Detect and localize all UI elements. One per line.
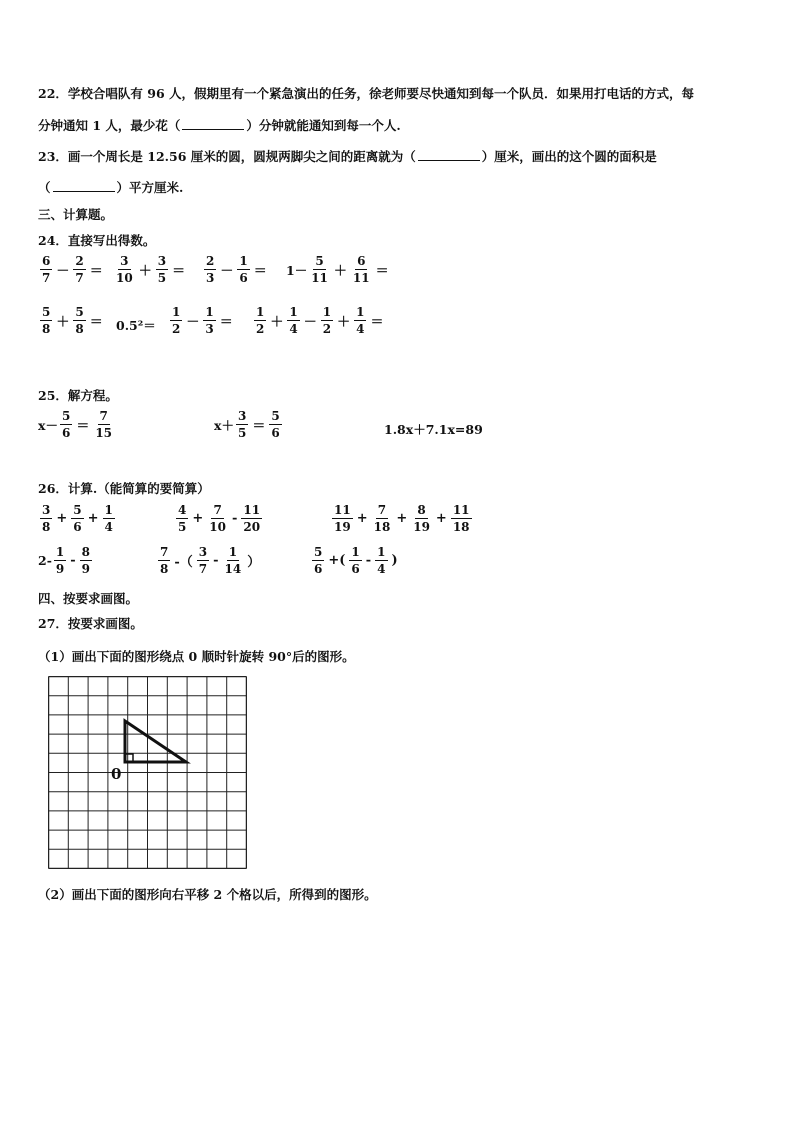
operator: － [303,315,317,330]
numerator: 5 [42,305,51,319]
operator: - [231,511,238,526]
q22-line1: 22．学校合唱队有 96 人，假期里有一个紧急演出的任务，徐老师要尽快通知到每一个队员．如果用打电话的方式，每 [38,86,694,101]
fraction [60,410,72,439]
operator: +( [328,553,346,568]
q22-line2 [38,116,401,134]
denominator: 11 [352,271,370,285]
q23-line2 [38,178,183,196]
fraction [269,410,281,439]
operator: ＝ [219,315,233,330]
fraction [73,306,85,335]
expression-text: 1－ [286,262,308,278]
q23-line1 [38,147,657,165]
denominator: 15 [95,426,113,440]
operator: - [213,553,219,568]
denominator: 19 [334,520,351,534]
operator: ＋ [270,315,284,330]
numerator: 1 [239,254,248,268]
operator: - [70,553,76,568]
numerator: 8 [81,545,91,559]
fraction [372,504,393,533]
operator: ＝ [76,419,90,434]
expression-text: 0.5²＝ [116,318,156,333]
denominator: 6 [73,520,82,534]
q24-expr [286,255,391,284]
denominator: 19 [413,520,430,534]
operator: ) [391,553,398,568]
denominator: 2 [322,322,332,336]
q24-expr [202,255,269,284]
denominator: 2 [172,322,181,336]
q26-expr [330,504,474,533]
expression-text: 2- [38,553,52,568]
numerator: 3 [198,545,208,559]
numerator: 2 [75,254,84,268]
denominator: 6 [61,426,71,440]
numerator: 1 [377,545,386,559]
numerator: 1 [356,305,365,319]
numerator: 11 [452,503,470,517]
numerator: 7 [213,503,222,517]
numerator: 7 [160,545,169,559]
q24-expr [112,255,187,284]
operator: + [356,511,368,526]
numerator: 1 [172,305,181,319]
denominator: 6 [239,271,248,285]
numerator: 1 [351,545,360,559]
fraction [411,504,432,533]
numerator: 5 [73,503,82,517]
numerator: 1 [55,545,65,559]
q24-expr [38,306,105,335]
fraction [321,306,333,335]
operator: + [396,511,408,526]
numerator: 6 [357,254,366,268]
numerator: 7 [99,409,108,423]
expression-text: x＋ [214,417,234,433]
q26-expr [156,546,262,575]
denominator: 6 [314,562,323,576]
fraction [114,255,135,284]
drawing-grid[interactable] [48,676,247,869]
q22-answer-blank[interactable] [182,117,244,130]
denominator: 5 [237,426,247,440]
operator: - [365,553,372,568]
denominator: 8 [75,322,84,336]
denominator: 10 [116,271,133,285]
denominator: 4 [377,562,386,576]
fraction [40,255,52,284]
q27-title: 27．按要求画图。 [38,616,143,631]
fraction [103,504,115,533]
fraction [351,255,372,284]
denominator: 5 [157,271,167,285]
operator: ＝ [89,315,103,330]
numerator: 6 [42,254,51,268]
q23-area-blank[interactable] [53,179,115,192]
operator: + [435,511,447,526]
operator: － [220,264,234,279]
q24-expr [38,255,105,284]
numerator: 1 [256,305,265,319]
denominator: 18 [373,520,391,534]
q24-expr [252,306,386,335]
denominator: 6 [271,426,280,440]
numerator: 5 [315,254,324,268]
fraction [254,306,266,335]
rotation-point-label: 0 [111,765,122,783]
fraction [93,410,114,439]
numerator: 2 [206,254,215,268]
fraction [204,255,216,284]
q26-expr [310,546,400,575]
section-4-heading: 四、按要求画图。 [38,591,139,606]
denominator: 7 [42,271,51,285]
q26-title: 26．计算.（能简算的要简算） [38,481,210,496]
fraction [203,306,215,335]
fraction [158,546,170,575]
fraction [207,504,228,533]
fraction [375,546,387,575]
numerator: 1 [205,305,214,319]
fraction [73,255,85,284]
numerator: 5 [75,305,84,319]
fraction [287,306,299,335]
q22-line2-start: 分钟通知 1 人，最少花（ [38,118,181,133]
fraction [237,255,249,284]
q26-expr [174,504,264,533]
numerator: 1 [228,545,238,559]
denominator: 8 [42,520,51,534]
operator: ＋ [337,315,351,330]
q23-line1-end: ）厘米，画出的这个圆的面积是 [481,149,657,164]
numerator: 1 [104,503,113,517]
operator: ＋ [56,315,70,330]
numerator: 8 [417,503,426,517]
numerator: 3 [120,254,129,268]
fraction [71,504,83,533]
fraction [40,504,52,533]
section-3-heading: 三、计算题。 [38,207,114,222]
q25-equation [214,410,284,439]
denominator: 8 [42,322,51,336]
right-triangle [125,721,186,762]
denominator: 10 [209,520,226,534]
q25-equation [384,420,483,438]
fraction [40,306,52,335]
operator: － [186,315,200,330]
operator: ＝ [253,264,267,279]
operator: ＋ [333,264,347,279]
q25-equation [38,410,116,439]
numerator: 3 [237,409,247,423]
operator: -（ [174,555,193,570]
operator: ＝ [370,315,384,330]
numerator: 5 [271,409,280,423]
fraction [349,546,361,575]
q22-line2-end: ）分钟就能通知到每一个人. [246,118,401,133]
operator: ＝ [252,419,266,434]
denominator: 7 [75,271,84,285]
denominator: 14 [224,562,242,576]
q23-line2-start: （ [38,180,51,195]
numerator: 11 [243,503,261,517]
denominator: 7 [198,562,208,576]
denominator: 9 [55,562,65,576]
numerator: 3 [157,254,167,268]
operator: ） [247,555,261,570]
fraction [80,546,92,575]
operator: ＝ [375,264,389,279]
denominator: 9 [81,562,91,576]
fraction [170,306,182,335]
operator: ＝ [172,264,186,279]
fraction [309,255,330,284]
denominator: 20 [243,520,261,534]
fraction [354,306,366,335]
fraction [312,546,324,575]
denominator: 3 [206,271,215,285]
fraction [236,410,248,439]
operator: + [192,511,204,526]
numerator: 3 [42,503,51,517]
q27-part1: （1）画出下面的图形绕点 0 顺时针旋转 90°后的图形。 [38,649,355,664]
numerator: 5 [314,545,323,559]
numerator: 11 [334,503,351,517]
grid-svg [48,676,247,869]
q23-radius-blank[interactable] [418,148,480,161]
fraction [54,546,66,575]
numerator: 5 [61,409,71,423]
q27-part2: （2）画出下面的图形向右平移 2 个格以后，所得到的图形。 [38,887,377,902]
q23-line1-start: 23．画一个周长是 12.56 厘米的圆，圆规两脚尖之间的距离就为（ [38,149,416,164]
q24-title: 24．直接写出得数。 [38,233,156,248]
numerator: 1 [289,305,298,319]
denominator: 18 [452,520,470,534]
operator: + [56,511,68,526]
denominator: 11 [311,271,328,285]
denominator: 6 [351,562,360,576]
q26-expr [38,546,94,575]
operator: ＋ [138,264,152,279]
denominator: 2 [256,322,265,336]
q24-expr [168,306,235,335]
fraction [223,546,244,575]
numerator: 4 [178,503,187,517]
operator: ＝ [89,264,103,279]
numerator: 1 [322,305,332,319]
expression-text: x－ [38,417,58,433]
expression-text: 1.8x＋7.1x=89 [384,422,483,437]
fraction [241,504,262,533]
fraction [156,255,168,284]
denominator: 8 [160,562,169,576]
q26-expr [38,504,117,533]
q23-line2-end: ）平方厘米. [116,180,184,195]
fraction [197,546,209,575]
denominator: 5 [178,520,187,534]
grid-lines [49,677,247,869]
denominator: 4 [356,322,365,336]
q24-expr [116,316,156,334]
fraction [332,504,353,533]
q25-title: 25．解方程。 [38,388,118,403]
denominator: 3 [205,322,214,336]
denominator: 4 [104,520,113,534]
operator: － [56,264,70,279]
fraction [176,504,188,533]
fraction [451,504,472,533]
operator: + [87,511,99,526]
numerator: 7 [377,503,387,517]
denominator: 4 [289,322,298,336]
